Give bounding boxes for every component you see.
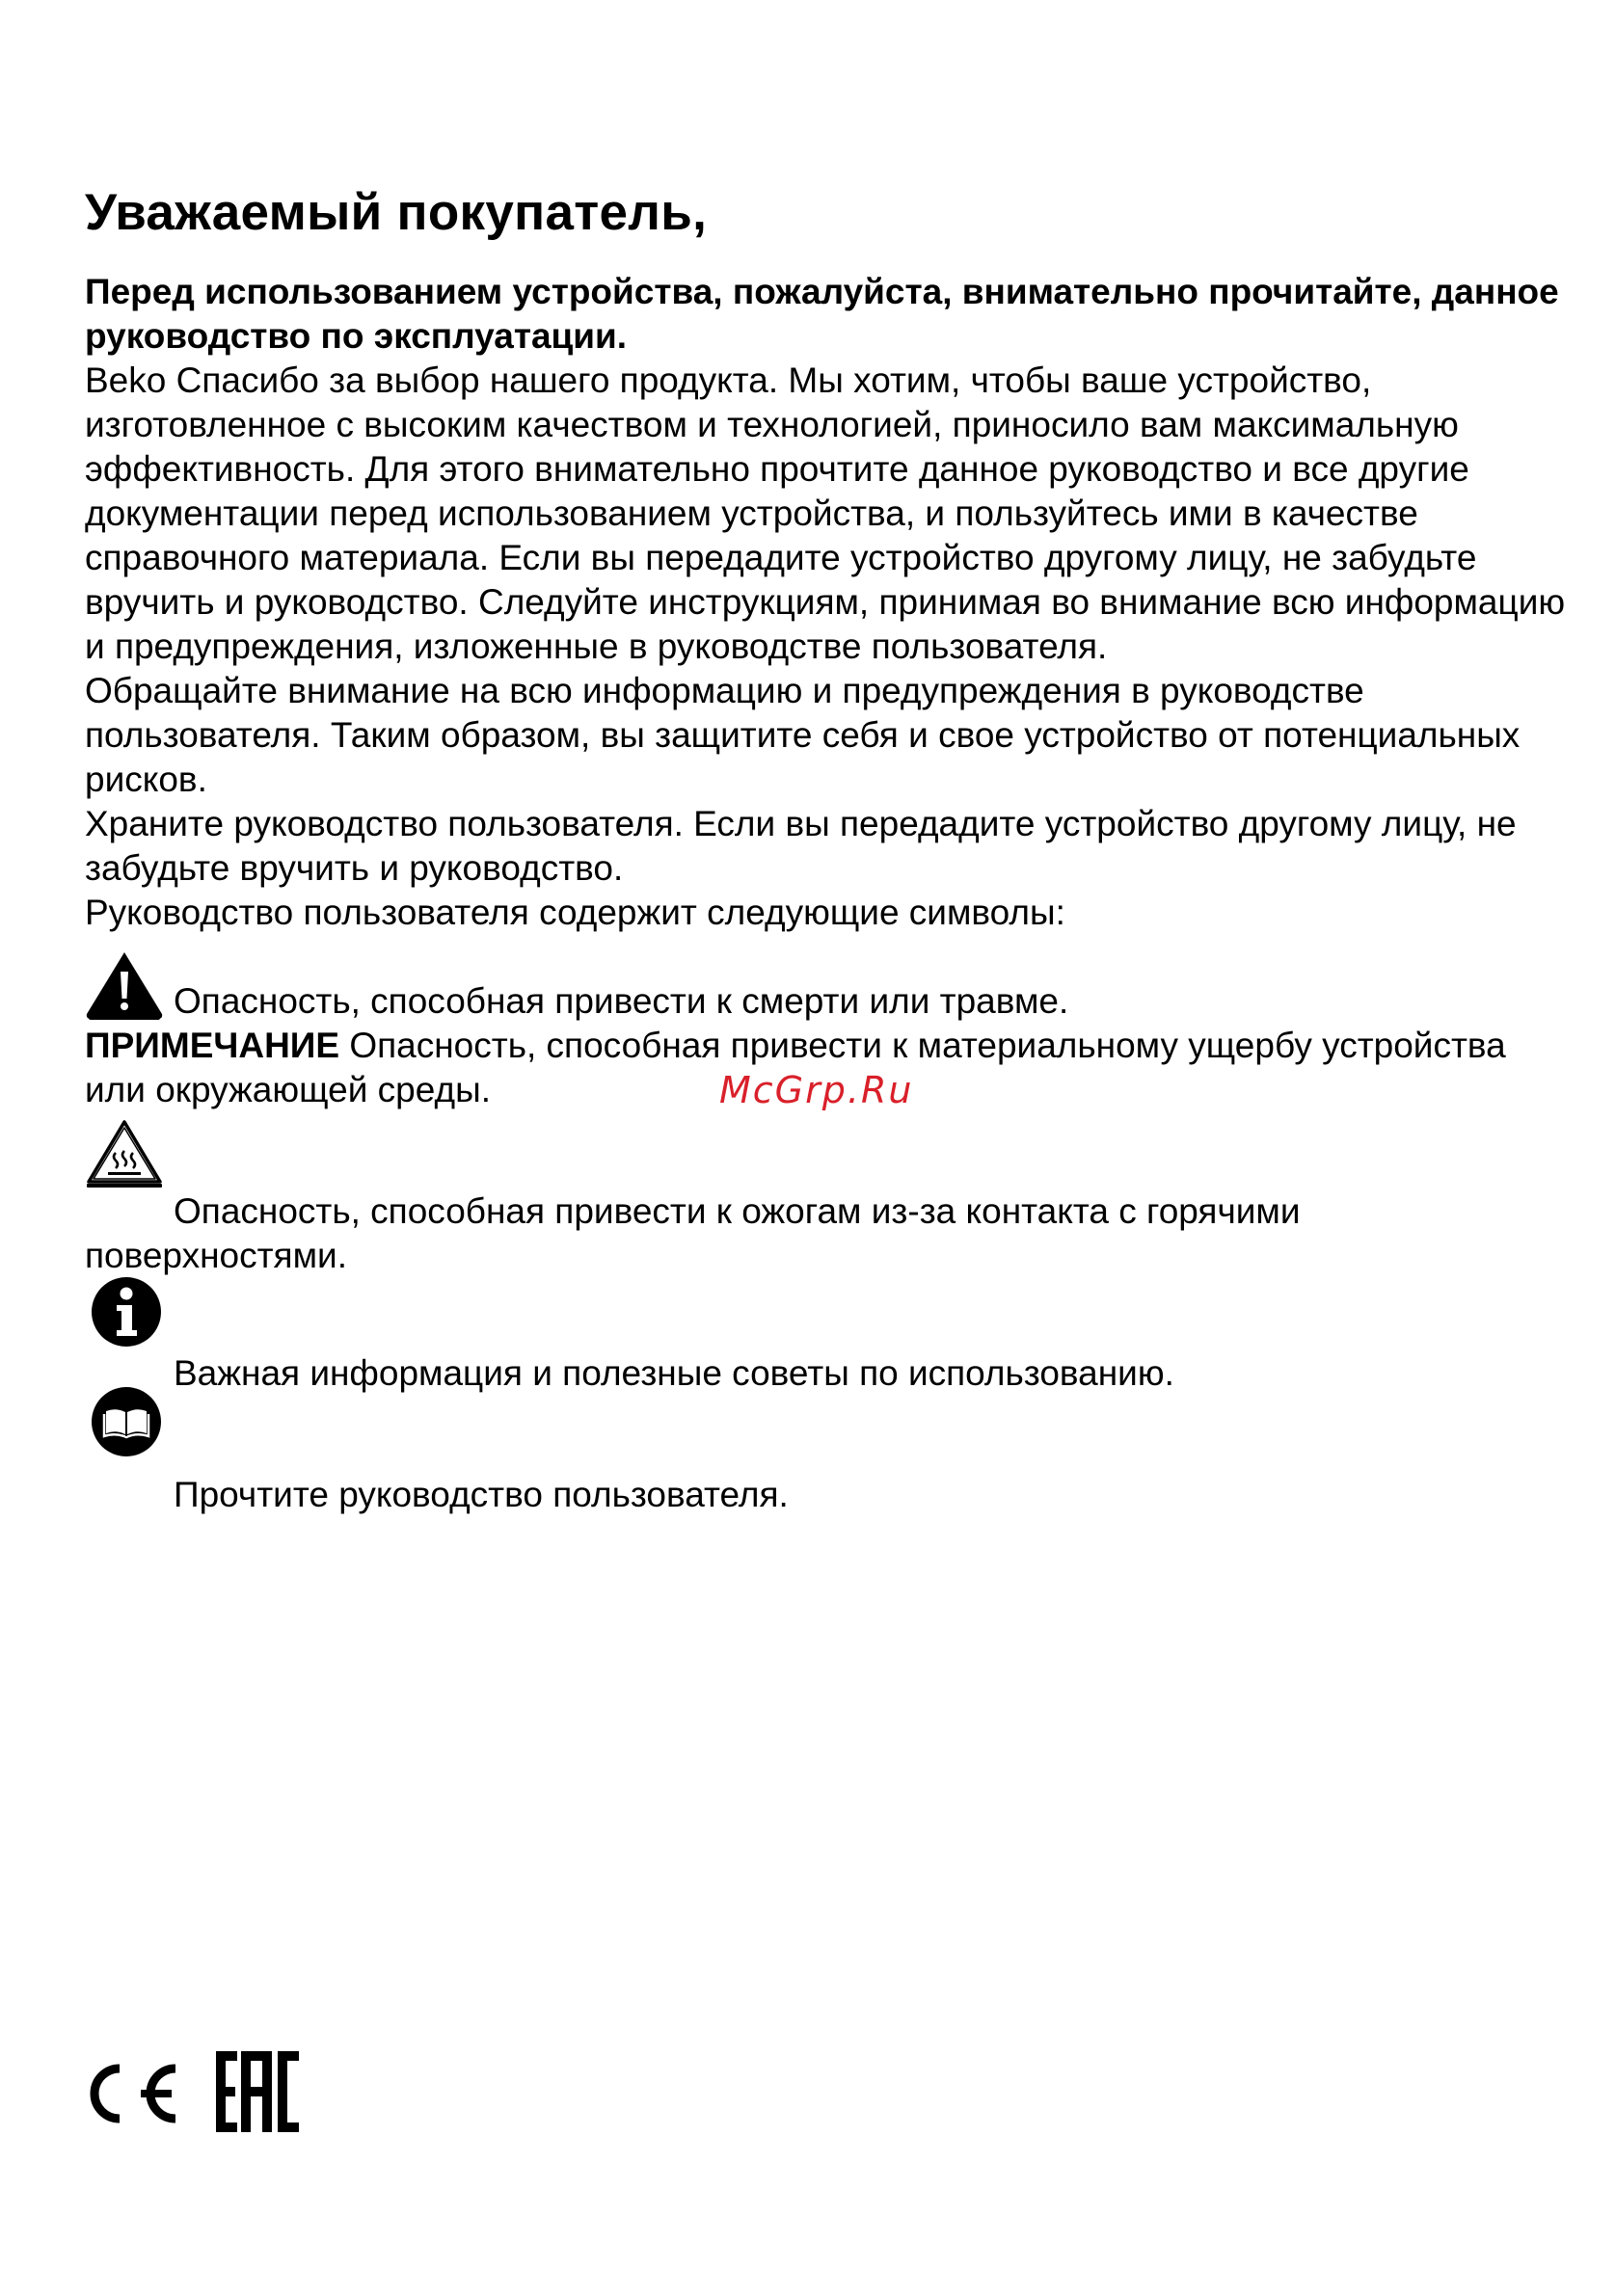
keep-manual-paragraph: Храните руководство пользователя. Если вы передадите устройство другому лицу, не забудьте вручить и руководство. bbox=[85, 804, 1517, 888]
hot-surface-icon bbox=[85, 1118, 164, 1200]
read-manual-icon bbox=[91, 1386, 162, 1468]
certification-marks bbox=[83, 2043, 314, 2145]
warning-triangle-icon bbox=[85, 950, 164, 1032]
note-paragraph bbox=[85, 1024, 1570, 1112]
symbol-info bbox=[85, 1332, 1570, 1396]
symbol-hot-surface bbox=[85, 1162, 1570, 1278]
symbols-intro: Руководство пользователя содержит следующие символы: bbox=[85, 893, 1065, 932]
danger-text: Опасность, способная привести к смерти или травме. bbox=[174, 981, 1069, 1021]
symbol-danger bbox=[85, 952, 1570, 1024]
page-content bbox=[85, 181, 1570, 1517]
intro-paragraph: Beko Спасибо за выбор нашего продукта. Мы хотим, чтобы ваше устройство, изготовленное с высоким качеством и технологией, приносило вам максимальную эффективность. Для этого внимательно прочтите данное руководство и все другие документации перед использованием устройства, и пользуйтесь ими в качестве справочного материала. Если вы передадите устройство другому лицу, не забудьте вручить и руководство. Следуйте инструкциям, принимая во внимание всю информацию и предупреждения, изложенные в руководстве пользователя. bbox=[85, 360, 1566, 666]
attention-paragraph: Обращайте внимание на всю информацию и предупреждения в руководстве пользователя. Таким образом, вы защитите себя и свое устройство от потенциальных рисков. bbox=[85, 671, 1521, 799]
hot-surface-text-line1: Опасность, способная привести к ожогам из-за контакта с горячими bbox=[174, 1191, 1301, 1231]
lead-paragraph: Перед использованием устройства, пожалуйста, внимательно прочитайте, данное руководство по эксплуатации. bbox=[85, 272, 1559, 356]
watermark: McGrp.Ru bbox=[719, 1069, 914, 1111]
eac-mark bbox=[216, 2051, 299, 2132]
read-manual-text: Прочтите руководство пользователя. bbox=[174, 1475, 789, 1514]
page-title: Уважаемый покупатель, bbox=[85, 184, 708, 241]
symbol-read-manual bbox=[85, 1448, 1570, 1517]
note-label: ПРИМЕЧАНИЕ bbox=[85, 1026, 340, 1065]
ce-mark bbox=[94, 2069, 175, 2119]
info-text: Важная информация и полезные советы по использованию. bbox=[174, 1353, 1174, 1393]
info-icon bbox=[91, 1276, 162, 1358]
hot-surface-text-line2: поверхностями. bbox=[85, 1236, 347, 1275]
note-text: Опасность, способная привести к материальному ущербу устройства или окружающей среды. bbox=[85, 1026, 1506, 1109]
